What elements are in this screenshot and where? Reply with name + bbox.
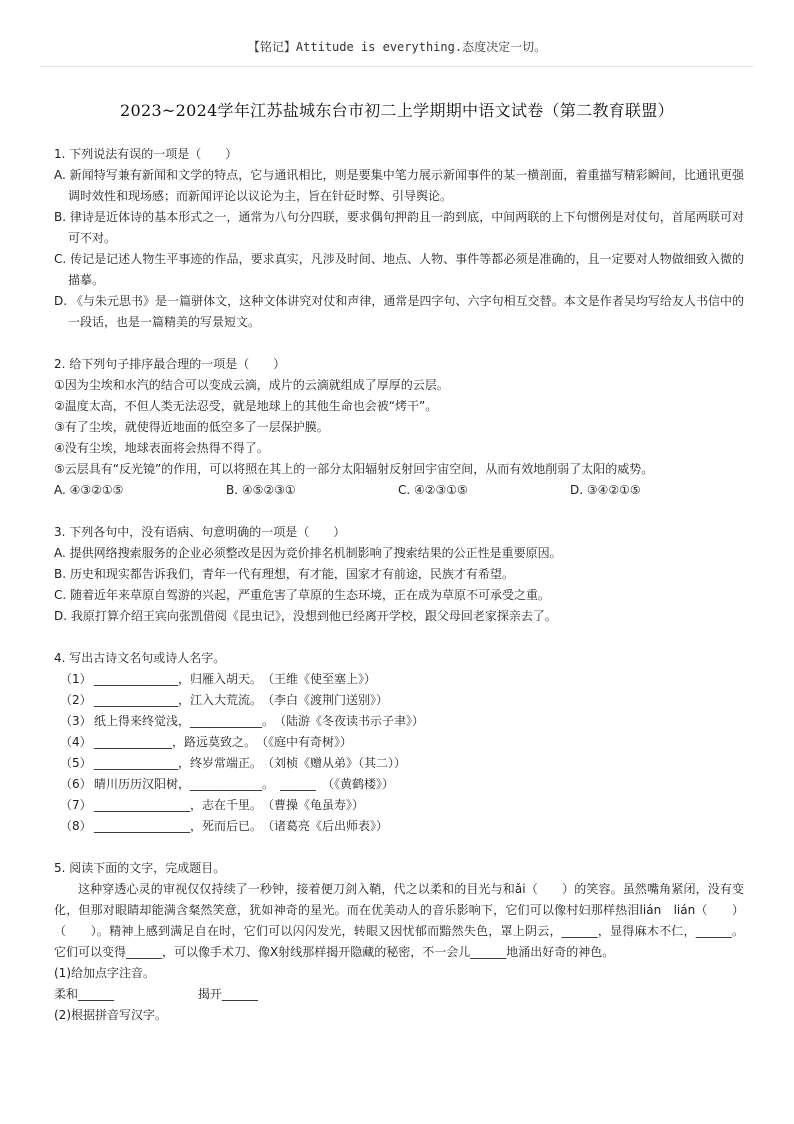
page-title: 2023~2024学年江苏盐城东台市初二上学期期中语文试卷（第二教育联盟） <box>120 101 674 120</box>
question-1 <box>54 144 744 333</box>
exam-content <box>54 144 744 1026</box>
item-number: （7） <box>60 798 92 812</box>
question-5-sub-1-items <box>54 984 744 1005</box>
question-3-stem: 3. 下列各句中，没有语病、句意明确的一项是（ ） <box>54 525 346 539</box>
question-2 <box>54 354 744 501</box>
question-2-sentence-5: ⑤云层具有“反光镜”的作用，可以将照在其上的一部分太阳辐射反射回宇宙空间，从而有效地削弱了太阳的威势。 <box>54 462 654 476</box>
question-1-stem: 1. 下列说法有误的一项是（ ） <box>54 147 238 161</box>
question-4-item-8 <box>54 816 744 837</box>
item-text: _____________，路远莫致之。 （《庭中有奇树》） <box>94 735 353 749</box>
item-text: 晴川历历汉阳树，____________。 ______ （《黄鹤楼》） <box>94 777 395 791</box>
item-text: ________________，死而后已。 （诸葛亮《后出师表》） <box>94 819 389 833</box>
question-3-option-d: D. 我原打算介绍王宾向张凯借阅《昆虫记》，没想到他已经离开学校，跟父母回老家探亲去了。 <box>54 609 557 623</box>
question-5-sub-1: (1)给加点字注音。 <box>54 966 155 980</box>
question-1-option-d: D. 《与朱元思书》是一篇骈体文，这种文体讲究对仗和声律，通常是四字句、六字句相互交替。本文是作者吴均写给友人书信中的一段话，也是一篇精美的写景短文。 <box>54 294 744 329</box>
question-5 <box>54 858 744 1026</box>
item-number: （4） <box>60 735 92 749</box>
item-number: （1） <box>60 672 92 686</box>
item-text: 纸上得来终觉浅，____________。 （陆游《冬夜读书示子聿》） <box>94 714 425 728</box>
question-2-option-d: D. ③④②①⑤ <box>570 483 641 497</box>
item-text: ______________，江入大荒流。 （李白《渡荆门送别》） <box>94 693 389 707</box>
question-1-option-a: A. 新闻特写兼有新闻和文学的特点，它与通讯相比，则是要集中笔力展示新闻事件的某一横剖面，着重描写精彩瞬间，比通讯更强调时效性和现场感；而新闻评论以议论为主，旨在针砭时弊、引导舆论。 <box>54 168 744 203</box>
question-3 <box>54 522 744 627</box>
header-motto: 【铭记】Attitude is everything.态度决定一切。 <box>247 40 547 54</box>
header-divider <box>40 66 754 67</box>
question-3-option-b: B. 历史和现实都告诉我们，青年一代有理想，有才能，国家才有前途，民族才有希望。 <box>54 567 514 581</box>
question-2-sentence-2: ②温度太高，不但人类无法忍受，就是地球上的其他生命也会被“烤干”。 <box>54 399 438 413</box>
question-3-option-c: C. 随着近年来草原自驾游的兴起，严重危害了草原的生态环境，正在成为草原不可承受之重。 <box>54 588 551 602</box>
item-number: （5） <box>60 756 92 770</box>
item-number: （8） <box>60 819 92 833</box>
question-2-option-c: C. ④②③①⑤ <box>398 483 468 497</box>
question-5-stem: 5. 阅读下面的文字，完成题目。 <box>54 861 226 875</box>
item-text: ________________，志在千里。 （曹操《龟虽寿》） <box>94 798 365 812</box>
question-5-passage: 这种穿透心灵的审视仅仅持续了一秒钟，接着便刀剑入鞘，代之以柔和的目光与和ǎi（ ）的笑容。虽然嘴角紧闭，没有变化，但那对眼睛却能满含粲然笑意，犹如神奇的星光。而在优美动人的音乐影响下，它们可以像村妇那样热泪lián lián（ ）（ ）。精神上感到满足自在时，它们可以闪闪发光，转眼又因忧郁而黯然失色，罩上阴云，______，显得麻木不仁，______。它们可以变得______，可以像手术刀、像X射线那样揭开隐藏的秘密，不一会儿______地涌出好奇的神色。 <box>54 882 744 959</box>
question-2-sentence-4: ④没有尘埃，地球表面将会热得不得了。 <box>54 441 269 455</box>
question-4-stem: 4. 写出古诗文名句或诗人名字。 <box>54 651 226 665</box>
question-1-option-b: B. 律诗是近体诗的基本形式之一，通常为八句分四联，要求偶句押韵且一韵到底，中间两联的上下句惯例是对仗句，首尾两联可对可不对。 <box>54 210 744 245</box>
question-4-item-3 <box>54 711 744 732</box>
question-2-option-a: A. ④③②①⑤ <box>54 483 124 497</box>
question-4-item-2 <box>54 690 744 711</box>
question-4 <box>54 648 744 837</box>
question-2-stem: 2. 给下列句子排序最合理的一项是（ ） <box>54 357 286 371</box>
question-2-sentence-3: ③有了尘埃，就使得近地面的低空多了一层保护膜。 <box>54 420 329 434</box>
question-2-options <box>54 480 744 501</box>
question-4-item-5 <box>54 753 744 774</box>
question-4-item-4 <box>54 732 744 753</box>
item-number: （6） <box>60 777 92 791</box>
item-text: ______________，终岁常端正。 （刘桢《赠从弟》（其二）） <box>94 756 407 770</box>
question-4-item-6 <box>54 774 744 795</box>
question-2-sentence-1: ①因为尘埃和水汽的结合可以变成云滴，成片的云滴就组成了厚厚的云层。 <box>54 378 449 392</box>
item-number: （3） <box>60 714 92 728</box>
pinyin-item-jiekai: 揭开______ <box>197 987 258 1001</box>
pinyin-item-rouhe: 柔和______ <box>54 987 115 1001</box>
question-2-option-b: B. ④⑤②③① <box>226 483 296 497</box>
question-4-item-1 <box>54 669 744 690</box>
question-3-option-a: A. 提供网络搜索服务的企业必须整改是因为竞价排名机制影响了搜索结果的公正性是重要原因。 <box>54 546 562 560</box>
question-4-item-7 <box>54 795 744 816</box>
item-number: （2） <box>60 693 92 707</box>
item-text: ______________，归雁入胡天。 （王维《使至塞上》） <box>94 672 377 686</box>
question-5-sub-2: (2)根据拼音写汉字。 <box>54 1008 167 1022</box>
question-1-option-c: C. 传记是记述人物生平事迹的作品，要求真实，凡涉及时间、地点、人物、事件等都必须是准确的，且一定要对人物做细致入微的描摹。 <box>54 252 744 287</box>
